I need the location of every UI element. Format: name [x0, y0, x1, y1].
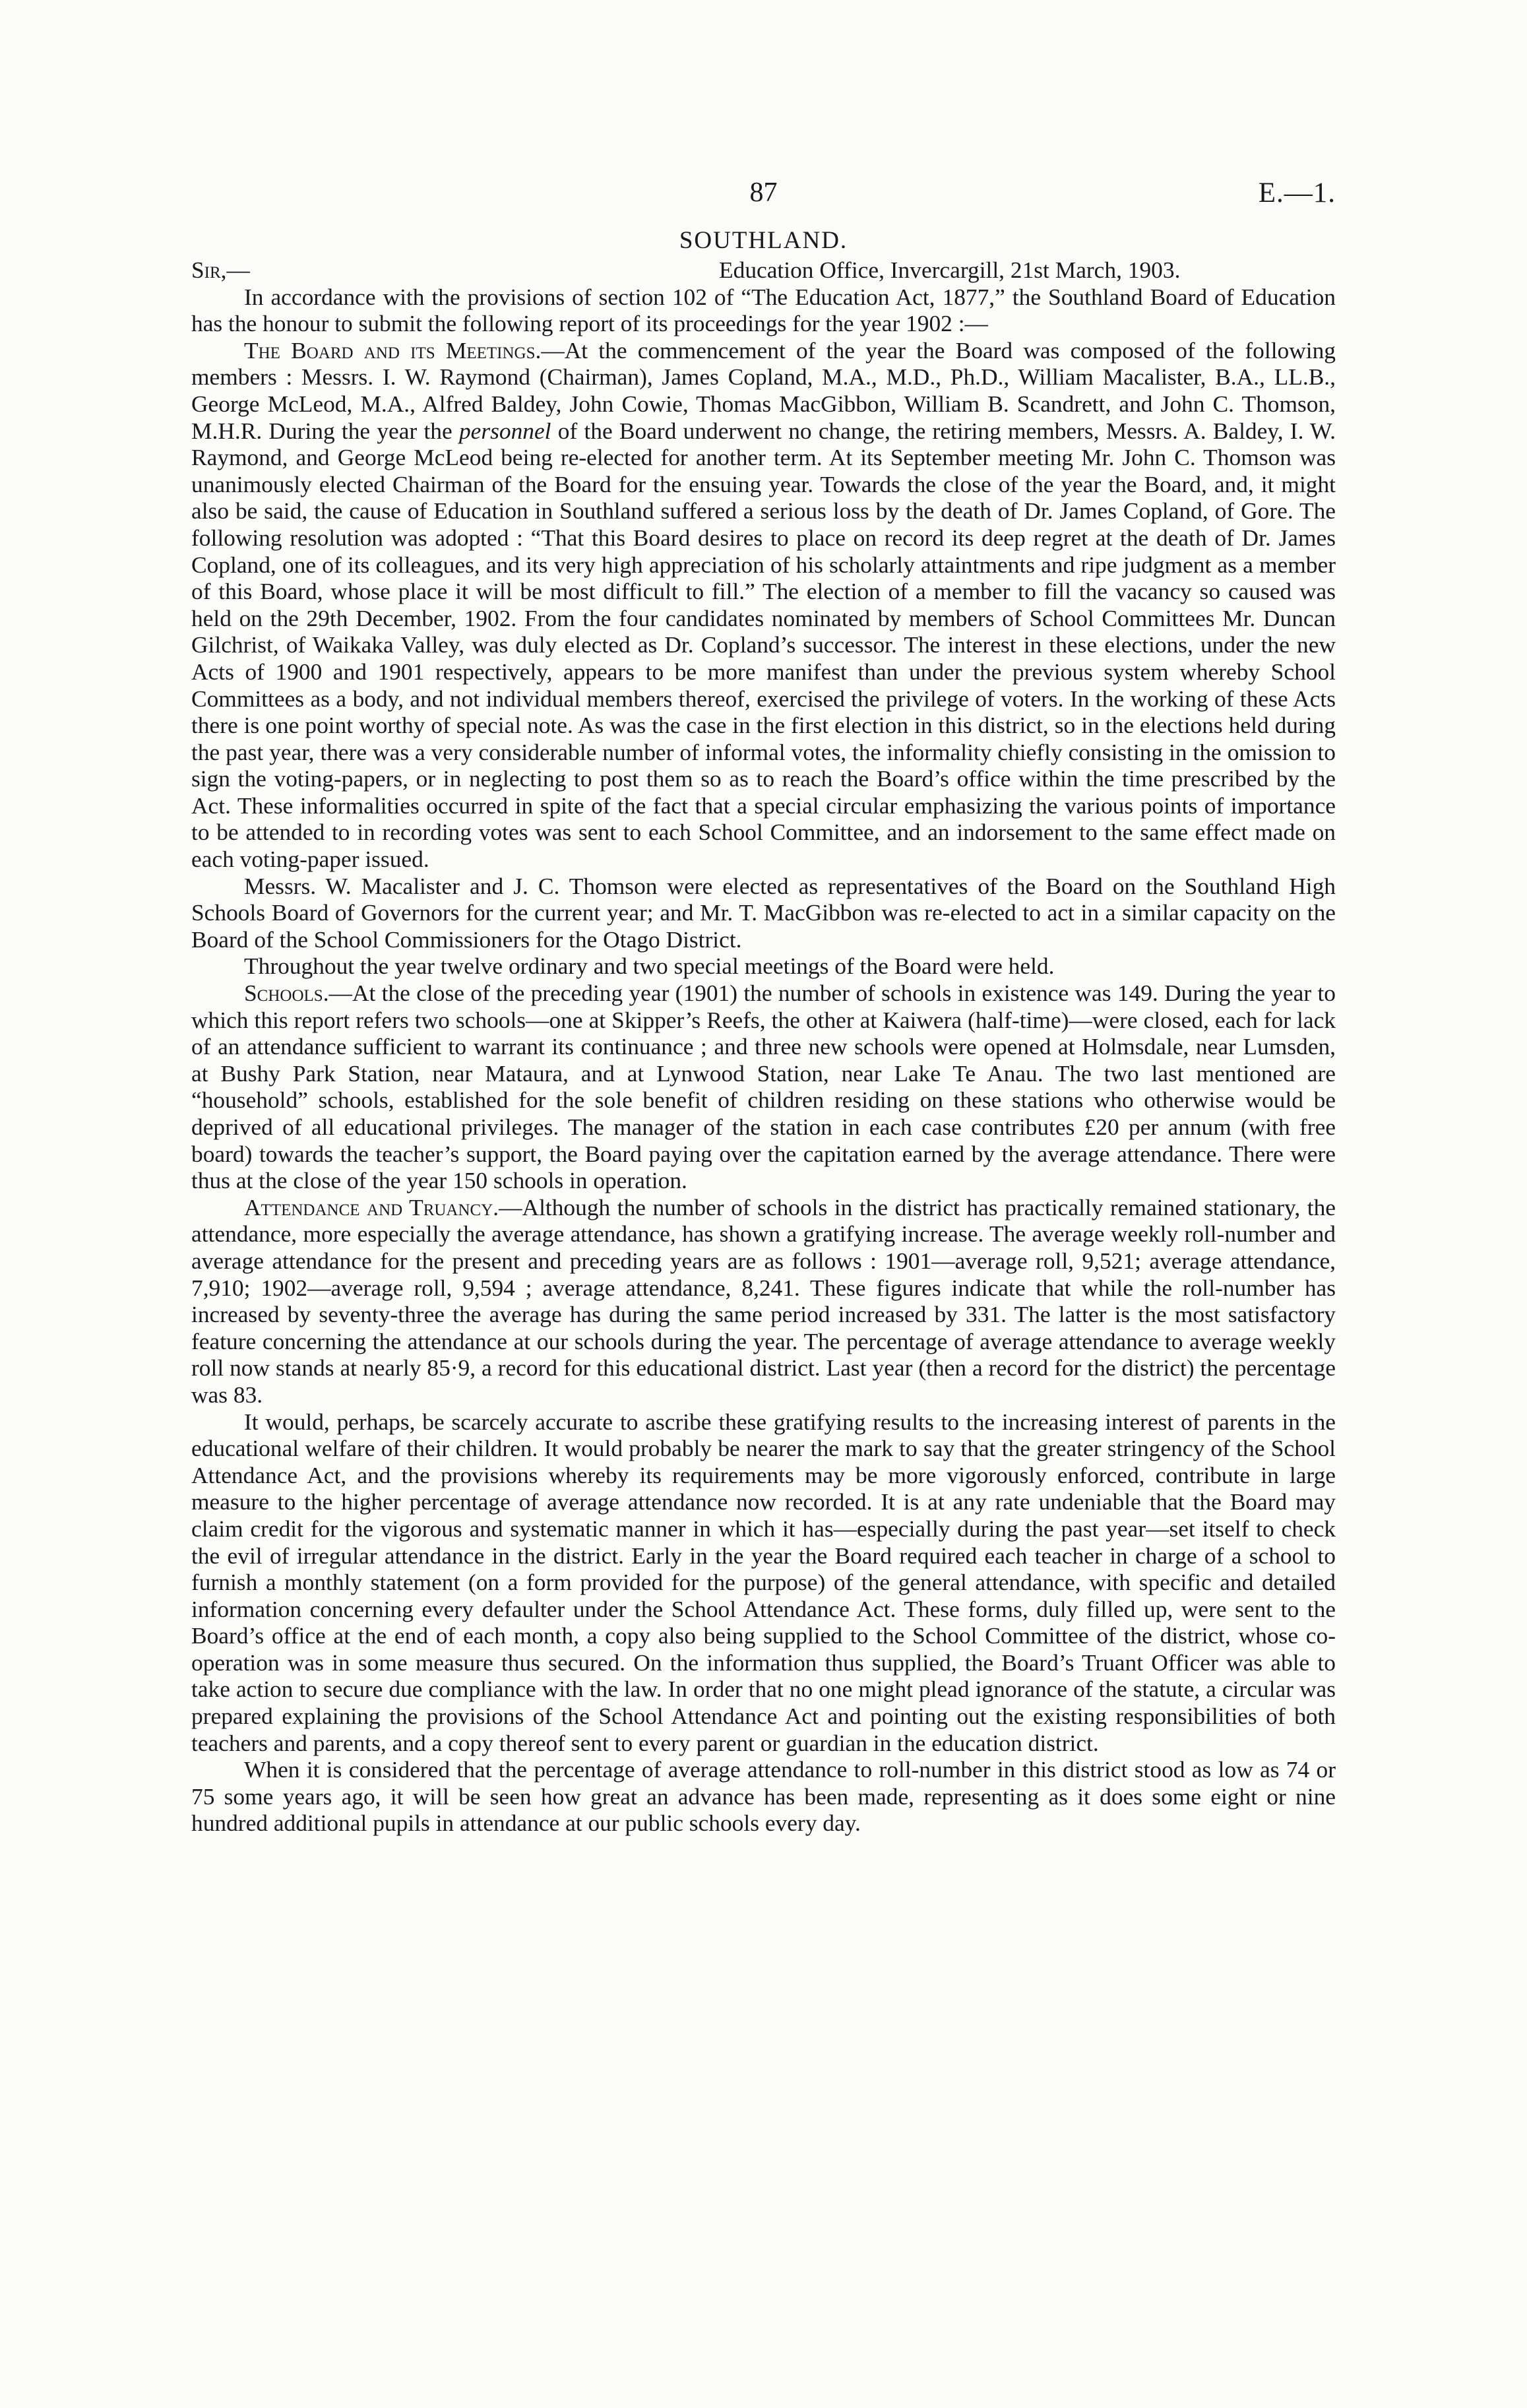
report-title: SOUTHLAND. — [679, 227, 848, 254]
board-heading: The Board and its Meetings. — [244, 336, 542, 364]
representatives-paragraph: Messrs. W. Macalister and J. C. Thomson were elected as representatives of the Board on the Southland High Schools Board of Governors for the current year; and Mr. T. MacGibbon was re-elected to act in a similar capacity on the Board of the School Commissioners for the Otago District. — [191, 872, 1336, 953]
board-paragraph — [191, 337, 1336, 873]
attendance-text: —Although the number of schools in the district has practically remained stationary, the attendance, more especially the average attendance, has shown a gratifying increase. The average weekly roll-number and average attendance for the present and preceding years are as follows : 1901—average roll, 9,521; average attendance, 7,910; 1902—average roll, 9,594 ; average attendance, 8,241. These figures indicate that while the roll-number has increased by seventy-three the average has during the same period increased by 331. The latter is the most satisfactory feature concerning the attendance at our schools during the year. The percentage of average attendance to average weekly roll now stands at nearly 85·9, a record for this educational district. Last year (then a record for the district) the percentage was 83. — [191, 1193, 1336, 1408]
board-text-1: —At the commencement of the year the Board was composed of the following members : Messrs. I. W. Raymond (Chairman), James Copland, M.A., M.D., Ph.D., William Macalister, B.A., LL.B., George McLeod, M.A., Alfred Baldey, John Cowie, Thomas MacGibbon, William B. Scandrett, and John C. Thomson, M.H.R. During the year the — [191, 336, 1336, 444]
conclusion-paragraph: When it is considered that the percentage of average attendance to roll-number in this district stood as low as 74 or 75 some years ago, it will be seen how great an advance has been made, representing as it does some eight or nine hundred additional pupils in attendance at our public schools every day. — [191, 1756, 1336, 1837]
page-number: 87 — [749, 177, 778, 208]
schools-paragraph — [191, 980, 1336, 1194]
dateline: Education Office, Invercargill, 21st March, 1903. — [719, 256, 1181, 283]
schools-text: —At the close of the preceding year (1901) the number of schools in existence was 149. During the year to which this report refers two schools—one at Skipper’s Reefs, the other at Kaiwera (half-time)—were closed, each for lack of an attendance sufficient to warrant its continuance ; and three new schools were opened at Holmsdale, near Lumsden, at Bushy Park Station, near Mataura, and at Lynwood Station, near Lake Te Anau. The two last mentioned are “household” schools, established for the sole benefit of children residing on these stations who otherwise would be deprived of all educational privileges. The manager of the station in each case contributes £20 per annum (with free board) towards the teacher’s support, the Board paying over the capitation earned by the average attendance. There were thus at the close of the year 150 schools in operation. — [191, 980, 1336, 1194]
stringency-paragraph: It would, perhaps, be scarcely accurate to ascribe these gratifying results to the increasing interest of parents in the educational welfare of their children. It would probably be nearer the mark to say that the greater stringency of the School Attendance Act, and the provisions whereby its requirements may be more vigorously enforced, contribute in large measure to the higher percentage of average attendance now recorded. It is at any rate undeniable that the Board may claim credit for the vigorous and systematic manner in which it has—especially during the past year—set itself to check the evil of irregular attendance in the district. Early in the year the Board required each teacher in charge of a school to furnish a monthly statement (on a form provided for the purpose) of the general attendance, with specific and detailed information concerning every defaulter under the School Attendance Act. These forms, duly filled up, were sent to the Board’s office at the end of each month, a copy also being supplied to the School Committee of the district, whose co-operation was in some measure thus secured. On the information thus supplied, the Board’s Truant Officer was able to take action to secure due compliance with the law. In order that no one might plead ignorance of the statute, a circular was prepared explaining the provisions of the School Attendance Act and pointing out the existing responsibilities of both teachers and parents, and a copy thereof sent to every parent or guardian in the education district. — [191, 1408, 1336, 1756]
attendance-paragraph — [191, 1194, 1336, 1409]
salutation-line — [191, 257, 1336, 284]
salutation: Sir,— — [191, 256, 250, 283]
intro-paragraph: In accordance with the provisions of section 102 of “The Education Act, 1877,” the Southland Board of Education has the honour to submit the following report of its proceedings for the year 1902 :— — [191, 283, 1336, 337]
report-body — [191, 228, 1336, 1837]
board-text-2: of the Board underwent no change, the retiring members, Messrs. A. Baldey, I. W. Raymond, and George McLeod being re-elected for another term. At its September meeting Mr. John C. Thomson was unanimously elected Chairman of the Board for the ensuing year. Towards the close of the year the Board, and, it might also be said, the cause of Education in Southland suffered a serious loss by the death of Dr. James Copland, of Gore. The following resolution was adopted : “That this Board desires to place on record its deep regret at the death of Dr. James Copland, one of its colleagues, and its very high appreciation of his scholarly attaintments and ripe judgment as a member of this Board, whose place it will be most difficult to fill.” The election of a member to fill the vacancy so caused was held on the 29th December, 1902. From the four candidates nominated by members of School Committees Mr. Duncan Gilchrist, of Waikaka Valley, was duly elected as Dr. Copland’s successor. The interest in these elections, under the new Acts of 1900 and 1901 respectively, appears to be more manifest than under the previous system whereby School Committees as a body, and not individual members thereof, exercised the privilege of voters. In the working of these Acts there is one point worthy of special note. As was the case in the first election in this district, so in the elections held during the past year, there was a very considerable number of informal votes, the informality chiefly consisting in the omission to sign the voting-papers, or in neglecting to post them so as to reach the Board’s office within the time prescribed by the Act. These informalities occurred in spite of the fact that a special circular emphasizing the various points of importance to be attended to in recording votes was sent to each School Committee, and an indorsement to the same effect made on each voting-paper issued. — [191, 417, 1336, 873]
schools-heading: Schools. — [244, 980, 329, 1007]
board-italic-word: personnel — [458, 417, 551, 444]
document-code: E.—1. — [1258, 177, 1336, 208]
page-header — [191, 177, 1336, 216]
attendance-heading: Attendance and Truancy. — [244, 1193, 499, 1220]
meetings-paragraph: Throughout the year twelve ordinary and two special meetings of the Board were held. — [244, 953, 1055, 980]
